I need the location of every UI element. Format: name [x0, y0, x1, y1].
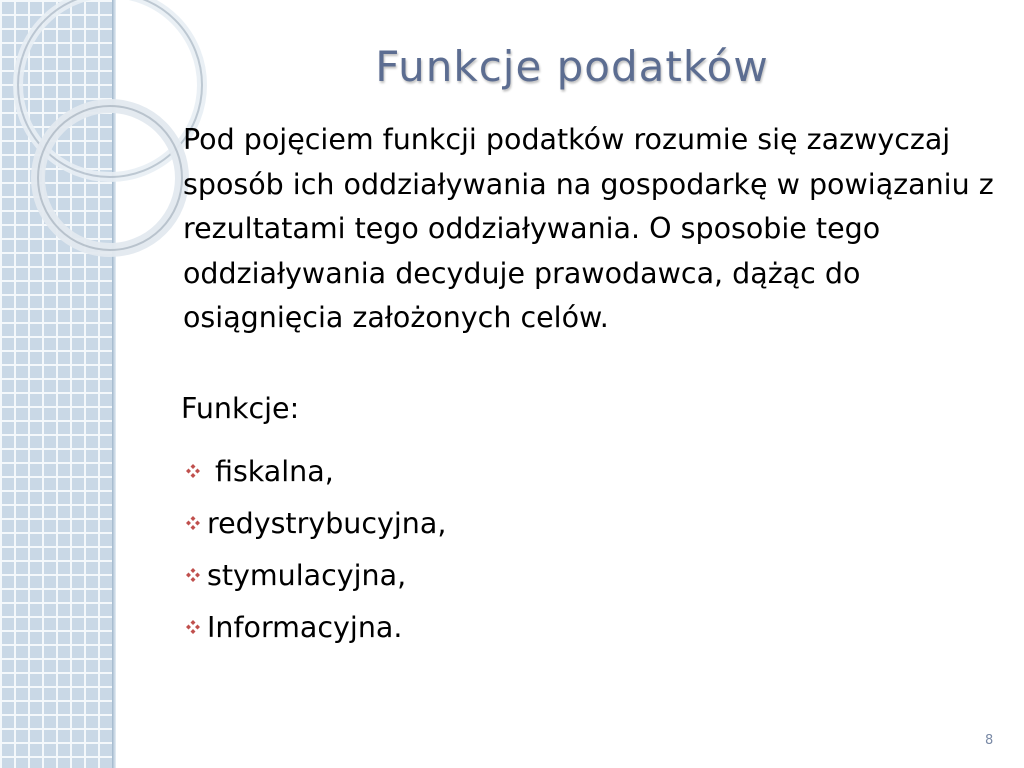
list-item [183, 601, 446, 653]
page-number: 8 [985, 733, 994, 748]
slide-title: Funkcje podatków [375, 42, 769, 91]
diamond-bullet-icon [183, 617, 203, 637]
diamond-bullet-icon [183, 461, 203, 481]
list-item-label: stymulacyjna, [207, 558, 407, 592]
diamond-bullet-icon [183, 565, 203, 585]
list-item-label: redystrybucyjna, [207, 506, 447, 540]
list-item [183, 497, 446, 549]
functions-heading: Funkcje: [181, 392, 300, 425]
list-item-label: Informacyjna. [207, 610, 403, 644]
list-item [183, 549, 446, 601]
definition-paragraph [183, 118, 1013, 341]
list-item [183, 445, 446, 497]
definition-text: Pod pojęciem funkcji podatków rozumie się zazwyczaj sposób ich oddziaływania na gospodarkę w powiązaniu z rezultatami tego oddziaływania. O sposobie tego oddziaływania decyduje prawodawca, dążąc do osiągnięcia założonych celów. [183, 123, 994, 334]
list-item-label: fiskalna, [215, 454, 334, 488]
diamond-bullet-icon [183, 513, 203, 533]
functions-list [183, 445, 446, 653]
